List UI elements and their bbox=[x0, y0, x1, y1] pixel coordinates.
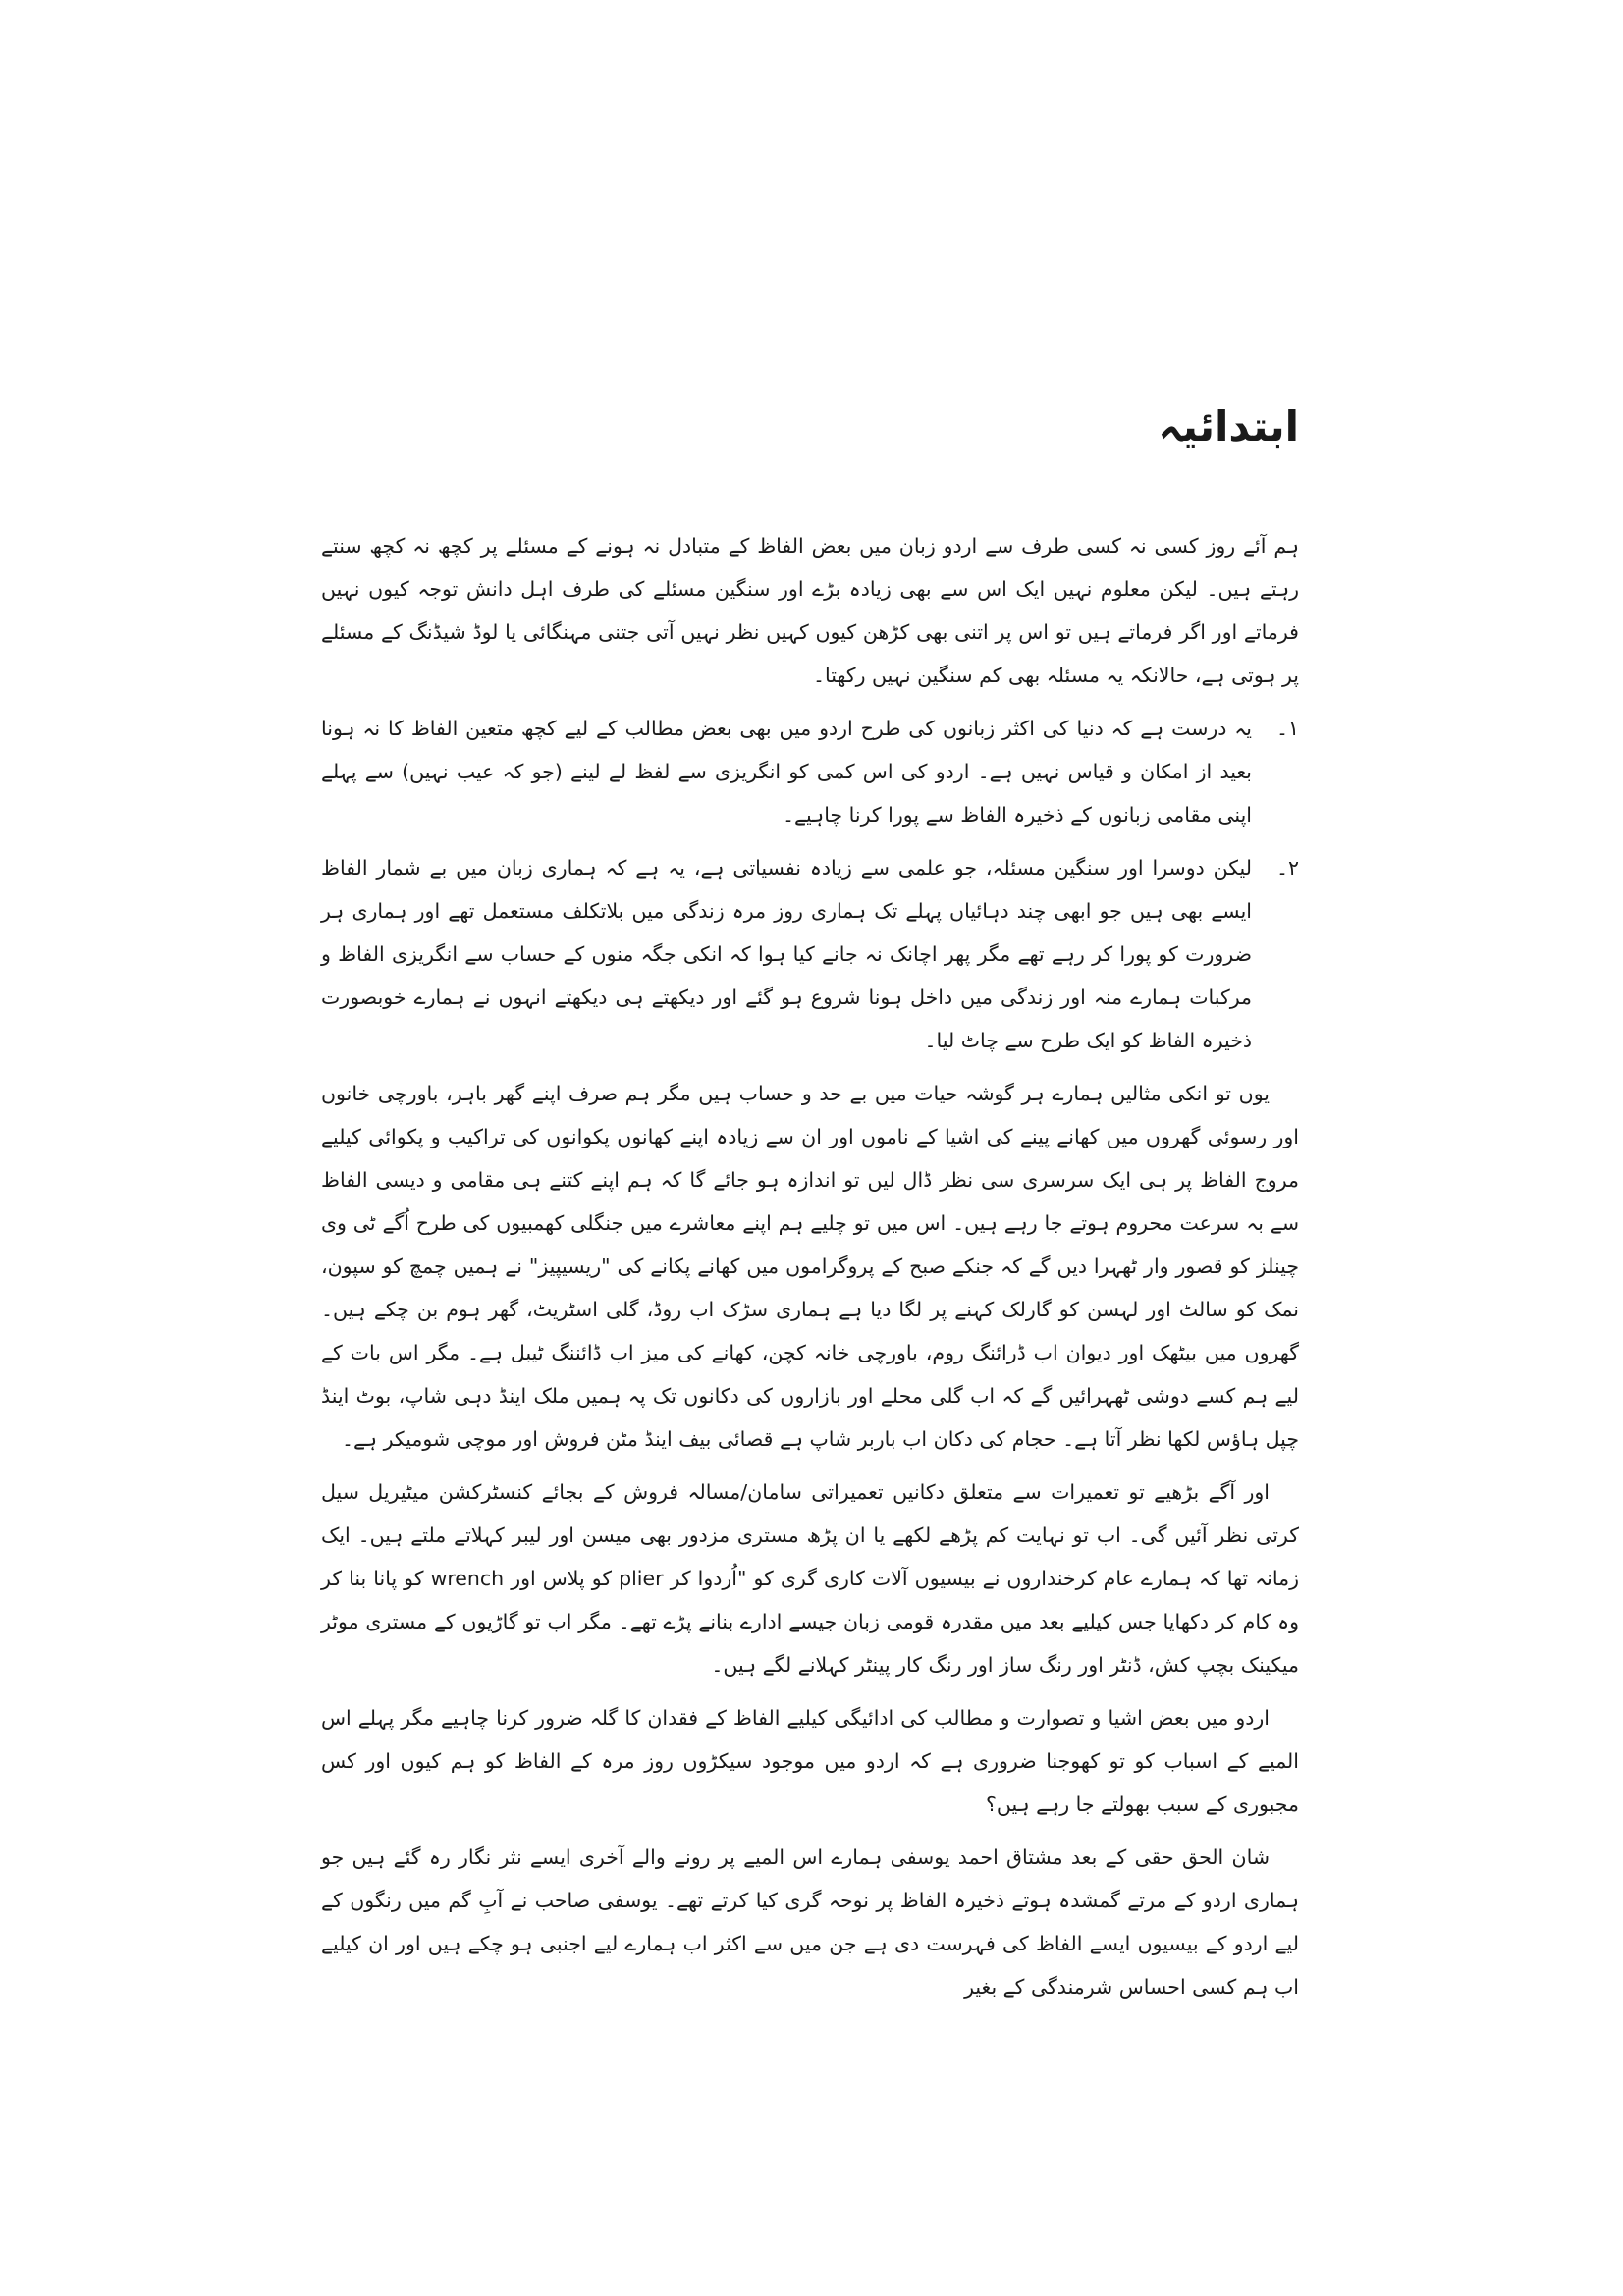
paragraph-examples: یوں تو انکی مثالیں ہمارے ہر گوشہ حیات میں بے حد و حساب ہیں مگر ہم صرف اپنے گھر باہر، باورچی خانوں اور رسوئی گھروں میں کھانے پینے کی اشیا کے ناموں اور ان سے زیادہ اپنے کھانوں پکوانوں کی تراکیب و پکوائی کیلیے مروج الفاظ پر ہی ایک سرسری سی نظر ڈال لیں تو اندازہ ہو جائے گا کہ ہم اپنے کتنے ہی مقامی و دیسی الفاظ سے بہ سرعت محروم ہوتے جا رہے ہیں۔ اس میں تو چلیے ہم اپنے معاشرے میں جنگلی کھمبیوں کی طرح اُگے ٹی وی چینلز کو قصور وار ٹھہرا دیں گے کہ جنکے صبح کے پروگراموں میں کھانے پکانے کی "ریسیپیز" نے ہمیں چمچ کو سپون، نمک کو سالٹ اور لہسن کو گارلک کہنے پر لگا دیا ہے ہماری سڑک اب روڈ، گلی اسٹریٹ، گھر ہوم بن چکے ہیں۔ گھروں میں بیٹھک اور دیوان اب ڈرائنگ روم، باورچی خانہ کچن، کھانے کی میز اب ڈائننگ ٹیبل ہے۔ مگر اس بات کے لیے ہم کسے دوشی ٹھہرائیں گے کہ اب گلی محلے اور بازاروں کی دکانوں تک پہ ہمیں ملک اینڈ دہی شاپ، بوٹ اینڈ چپل ہاؤس لکھا نظر آتا ہے۔ حجام کی دکان اب باربر شاپ ہے قصائی بیف اینڈ مٹن فروش اور موچی شومیکر ہے۔ bbox=[321, 1082, 1299, 1451]
list-item bbox=[321, 846, 1299, 1062]
list-item bbox=[321, 707, 1299, 836]
list-item-text: یہ درست ہے کہ دنیا کی اکثر زبانوں کی طرح اردو میں بھی بعض مطالب کے لیے کچھ متعین الفاظ کا نہ ہونا بعید از امکان و قیاس نہیں ہے۔ اردو کی اس کمی کو انگریزی سے لفظ لے لینے (جو کہ عیب نہیں) سے پہلے اپنی مقامی زبانوں کے ذخیرہ الفاظ سے پورا کرنا چاہیے۔ bbox=[321, 717, 1252, 827]
list-item-number: ۲۔ bbox=[1275, 856, 1299, 880]
page-title: ابتدائیہ bbox=[1158, 402, 1299, 451]
paragraph-causes: اردو میں بعض اشیا و تصوارت و مطالب کی ادائیگی کیلیے الفاظ کے فقدان کا گلہ ضرور کرنا چاہیے مگر پہلے اس المیے کے اسباب کو تو کھوجنا ضروری ہے کہ اردو میں موجود سیکڑوں روز مرہ کے الفاظ کو ہم کیوں اور کس مجبوری کے سبب بھولتے جا رہے ہیں؟ bbox=[321, 1706, 1299, 1816]
list-item-text: لیکن دوسرا اور سنگین مسئلہ، جو علمی سے زیادہ نفسیاتی ہے، یہ ہے کہ ہماری زبان میں بے شمار الفاظ ایسے بھی ہیں جو ابھی چند دہائیاں پہلے تک ہماری روز مرہ زندگی میں بلاتکلف مستعمل تھے اور ہماری ہر ضرورت کو پورا کر رہے تھے مگر پھر اچانک نہ جانے کیا ہوا کہ انکی جگہ منوں کے حساب سے انگریزی الفاظ و مرکبات ہمارے منہ اور زندگی میں داخل ہونا شروع ہو گئے اور دیکھتے ہی دیکھتے انہوں نے ہمارے خوبصورت ذخیرہ الفاظ کو ایک طرح سے چاٹ لیا۔ bbox=[321, 856, 1252, 1052]
paragraph-intro: ہم آئے روز کسی نہ کسی طرف سے اردو زبان میں بعض الفاظ کے متبادل نہ ہونے کے مسئلے پر کچھ نہ کچھ سنتے رہتے ہیں۔ لیکن معلوم نہیں ایک اس سے بھی زیادہ بڑے اور سنگین مسئلے کی طرف اہل دانش توجہ کیوں نہیں فرماتے اور اگر فرماتے ہیں تو اس پر اتنی بھی کڑھن کیوں کہیں نظر نہیں آتی جتنی مہنگائی یا لوڈ شیڈنگ کے مسئلے پر ہوتی ہے، حالانکہ یہ مسئلہ بھی کم سنگین نہیں رکھتا۔ bbox=[321, 534, 1299, 687]
document-body bbox=[321, 524, 1299, 2018]
paragraph-construction: اور آگے بڑھیے تو تعمیرات سے متعلق دکانیں تعمیراتی سامان/مسالہ فروش کے بجائے کنسٹرکشن میٹیریل سیل کرتی نظر آئیں گی۔ اب تو نہایت کم پڑھے لکھے یا ان پڑھ مستری مزدور بھی میسن اور لیبر کہلاتے ملتے ہیں۔ ایک زمانہ تھا کہ ہمارے عام کرخنداروں نے بیسیوں آلات کاری گری کو "اُردوا کر plier کو پلاس اور wrench کو پانا بنا کر وہ کام کر دکھایا جس کیلیے بعد میں مقدرہ قومی زبان جیسے ادارے بنانے پڑے تھے۔ مگر اب تو گاڑیوں کے مستری موٹر میکینک بچپ کش، ڈنٹر اور رنگ ساز اور رنگ کار پینٹر کہلانے لگے ہیں۔ bbox=[321, 1480, 1299, 1677]
list-item-number: ۱۔ bbox=[1275, 717, 1299, 740]
paragraph-yousufi: شان الحق حقی کے بعد مشتاق احمد یوسفی ہمارے اس المیے پر رونے والے آخری ایسے نثر نگار رہ گئے ہیں جو ہماری اردو کے مرتے گمشدہ ہوتے ذخیرہ الفاظ پر نوحہ گری کیا کرتے تھے۔ یوسفی صاحب نے آبِ گم میں رنگوں کے لیے اردو کے بیسیوں ایسے الفاظ کی فہرست دی ہے جن میں سے اکثر اب ہمارے لیے اجنبی ہو چکے ہیں اور ان کیلیے اب ہم کسی احساس شرمندگی کے بغیر bbox=[321, 1845, 1299, 1999]
